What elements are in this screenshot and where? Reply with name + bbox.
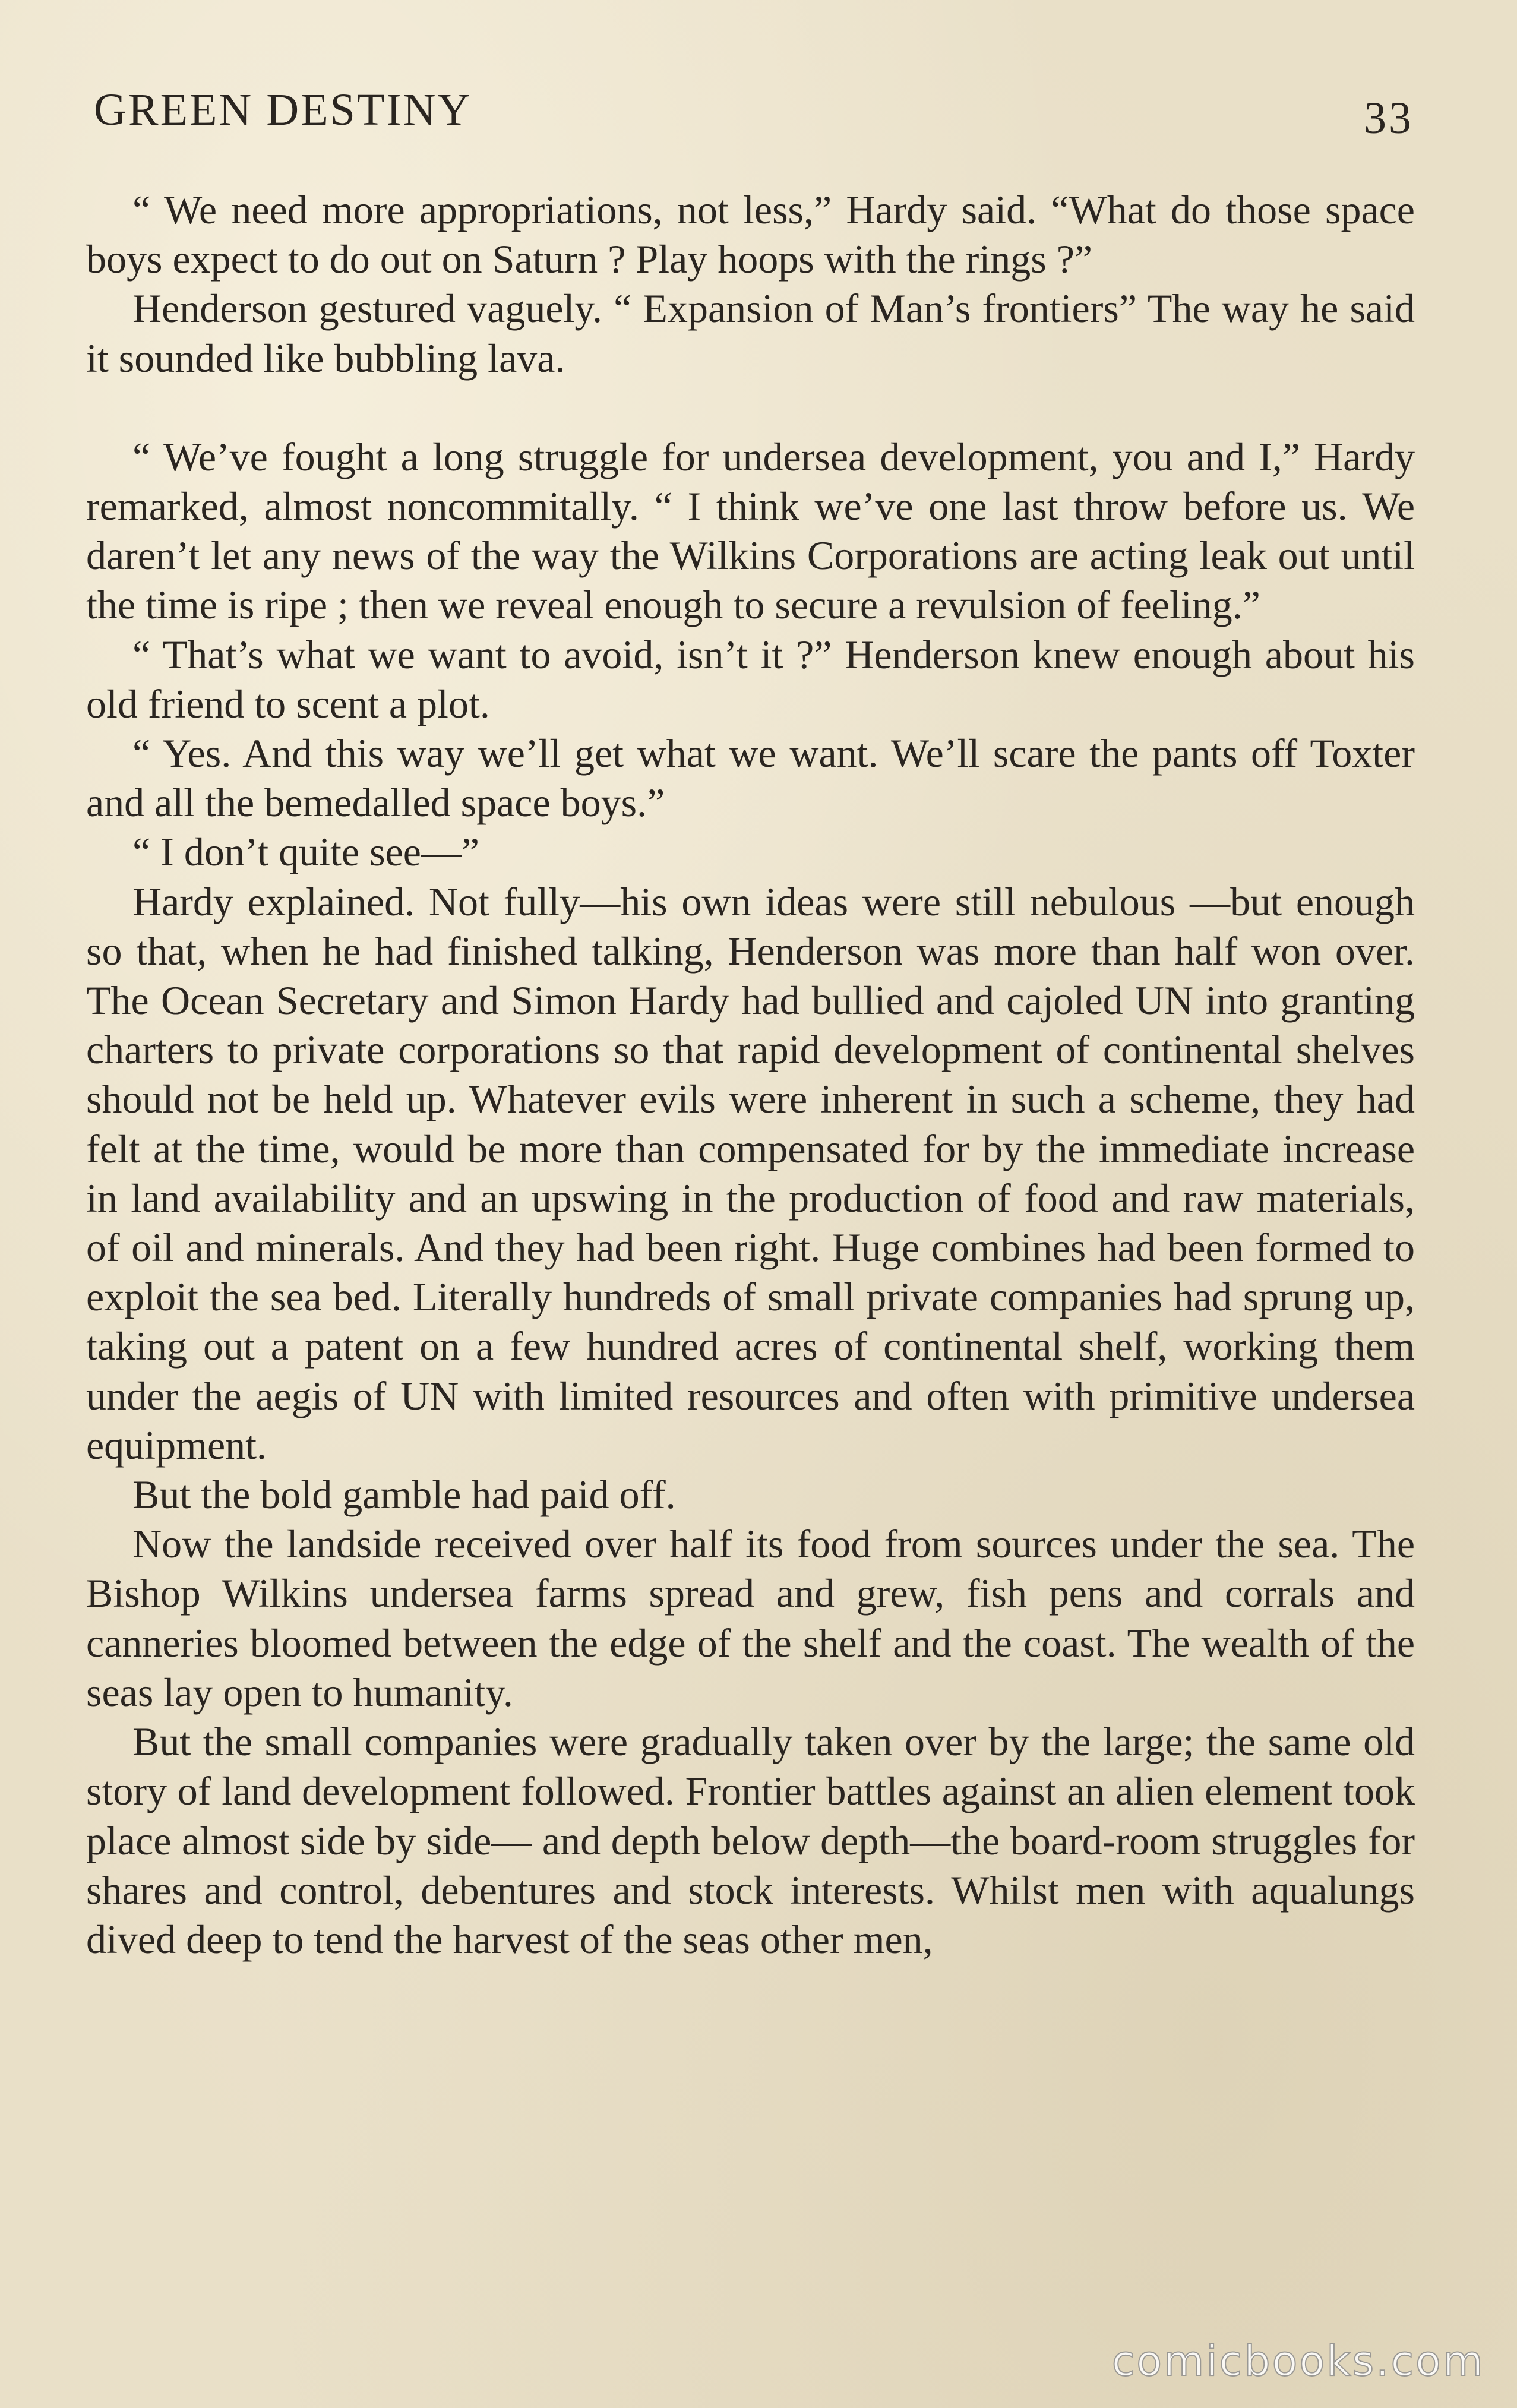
page-header <box>94 76 1414 141</box>
paragraph: But the small companies were gradually taken over by the large; the same old story of land development followed. Frontier battles against an alien element took place almost side by side— and depth below depth—the board-room struggles for shares and control, debentures and stock interests. Whilst men with aqualungs dived deep to tend the harvest of the seas other men, <box>86 1719 1415 1962</box>
paragraph: Hardy explained. Not fully—his own ideas were still nebulous —but enough so that, when he had finished talking, Henderson was more than half won over. The Ocean Secretary and Simon Hardy had bullied and cajoled UN into granting charters to private corporations so that rapid development of continental shelves should not be held up. Whatever evils were inherent in such a scheme, they had felt at the time, would be more than compensated for by the immediate increase in land availability and an upswing in the production of food and raw materials, of oil and minerals. And they had been right. Huge combines had been formed to exploit the sea bed. Literally hundreds of small private companies had sprung up, taking out a patent on a few hundred acres of continental shelf, working them under the aegis of UN with limited resources and often with primitive undersea equipment. <box>86 878 1415 1468</box>
running-title: GREEN DESTINY <box>94 85 472 135</box>
paragraph: “ Yes. And this way we’ll get what we want. We’ll scare the pants off Toxter and all the bemedalled space boys.” <box>86 731 1415 826</box>
paragraph: Now the landside received over half its food from sources under the sea. The Bishop Wilkins undersea farms spread and grew, fish pens and corrals and canneries bloomed between the edge of the shelf and the coast. The wealth of the seas lay open to humanity. <box>86 1521 1415 1715</box>
paragraph: “ We need more appropriations, not less,” Hardy said. “What do those space boys expect to do out on Saturn ? Play hoops with the rings ?” <box>86 187 1415 282</box>
page-number: 33 <box>1364 93 1414 143</box>
paragraph: “ We’ve fought a long struggle for undersea development, you and I,” Hardy remarked, almost noncommitally. “ I think we’ve one last throw before us. We daren’t let any news of the way the Wilkins Corporations are acting leak out until the time is ripe ; then we reveal enough to secure a revulsion of feeling.” <box>86 434 1415 628</box>
paragraph: But the bold gamble had paid off. <box>132 1472 676 1518</box>
paragraph: Henderson gestured vaguely. “ Expansion of Man’s frontiers” The way he said it sounded like bubbling lava. <box>86 286 1415 381</box>
paragraph: “ I don’t quite see—” <box>132 829 480 875</box>
paragraph: “ That’s what we want to avoid, isn’t it ?” Henderson knew enough about his old friend to scent a plot. <box>86 631 1415 726</box>
watermark: comicbooks.com <box>1111 2337 1485 2385</box>
body-text <box>86 185 1415 1964</box>
